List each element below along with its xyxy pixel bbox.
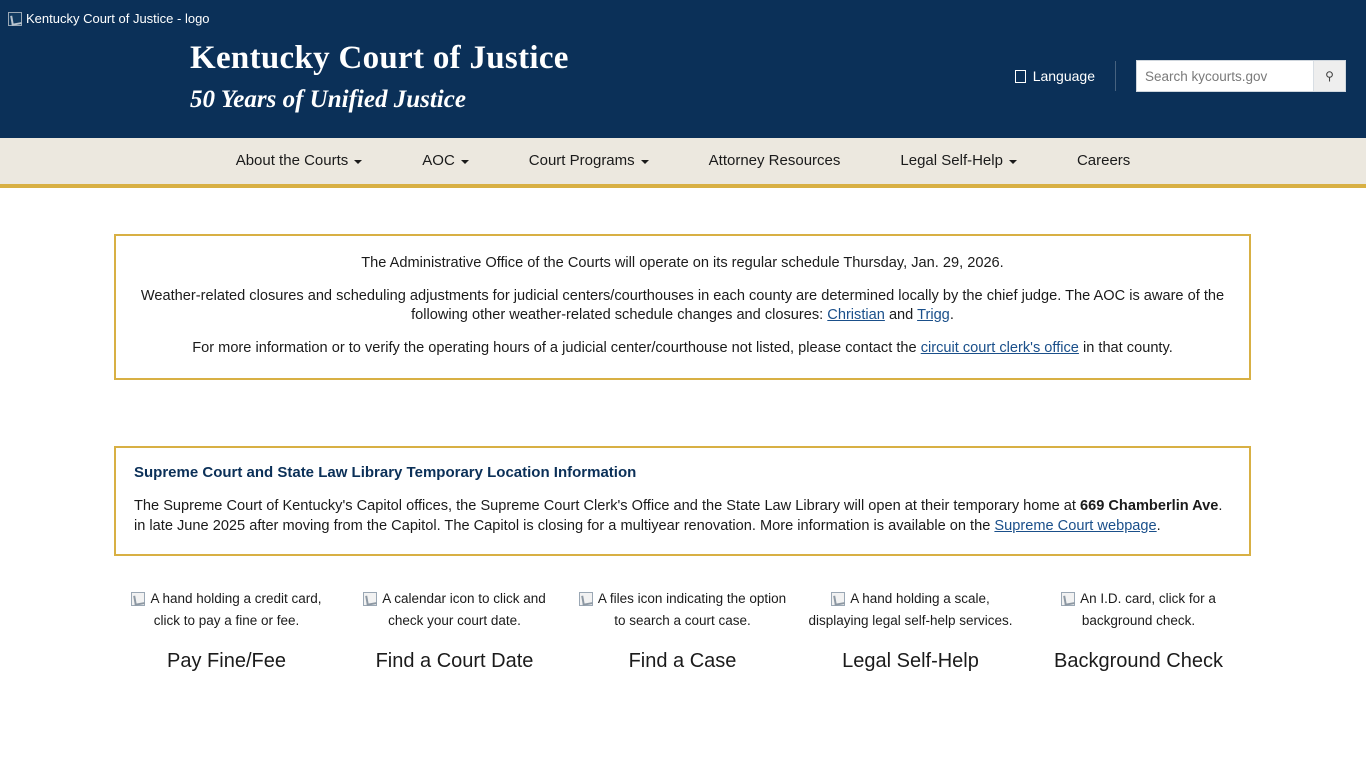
nav-label: Legal Self-Help bbox=[900, 152, 1003, 169]
supreme-court-location-banner bbox=[114, 446, 1251, 556]
credit-card-icon[interactable] bbox=[114, 588, 339, 632]
nav-item-aoc[interactable] bbox=[392, 138, 499, 184]
weather-alert-line-2-text-a: Weather-related closures and scheduling adjustments for judicial centers/courthouses in each county are determined locally by the chief judge. The AOC is aware of the following other weather-related schedule changes and closures: bbox=[140, 288, 1225, 323]
supreme-court-banner-heading: Supreme Court and State Law Library Temporary Location Information bbox=[134, 464, 637, 481]
link-christian-county[interactable]: Christian bbox=[827, 307, 885, 323]
link-circuit-court-clerks-office[interactable]: circuit court clerk's office bbox=[920, 340, 1079, 356]
nav-label: AOC bbox=[422, 152, 455, 169]
broken-image-icon bbox=[131, 592, 145, 606]
supreme-text-a: The Supreme Court of Kentucky's Capitol offices, the Supreme Court Clerk's Office and the State Law Library will open at their temporary home at bbox=[134, 498, 1080, 514]
site-logo[interactable] bbox=[8, 11, 210, 26]
globe-icon bbox=[1015, 70, 1026, 83]
site-logo-alt-text: Kentucky Court of Justice - logo bbox=[26, 11, 210, 26]
nav-item-legal-self-help[interactable] bbox=[870, 138, 1047, 184]
site-header bbox=[0, 0, 1366, 138]
quick-link-title[interactable]: Pay Fine/Fee bbox=[167, 650, 286, 672]
nav-item-court-programs[interactable] bbox=[499, 138, 679, 184]
search-input[interactable] bbox=[1137, 61, 1313, 91]
quick-link-title[interactable]: Find a Case bbox=[628, 650, 737, 672]
language-label: Language bbox=[1032, 68, 1095, 84]
nav-label: Attorney Resources bbox=[708, 152, 841, 169]
quick-link-find-a-case[interactable] bbox=[570, 588, 795, 673]
supreme-text-c: . bbox=[1156, 517, 1161, 534]
site-subtitle: 50 Years of Unified Justice bbox=[190, 86, 466, 113]
main-navigation bbox=[0, 138, 1366, 188]
chevron-down-icon bbox=[461, 160, 469, 164]
header-tools bbox=[1015, 60, 1346, 92]
broken-image-icon bbox=[579, 592, 593, 606]
broken-image-icon bbox=[8, 12, 22, 26]
weather-alert-line-2-text-b: and bbox=[884, 307, 918, 323]
link-supreme-court-webpage[interactable]: Supreme Court webpage bbox=[994, 517, 1157, 534]
quick-link-image-alt: A calendar icon to click and check your court date. bbox=[382, 591, 546, 628]
quick-link-title[interactable]: Background Check bbox=[1054, 650, 1223, 672]
weather-alert-line-2-text-c: . bbox=[949, 307, 954, 323]
quick-link-background-check[interactable] bbox=[1026, 588, 1251, 673]
nav-item-careers[interactable] bbox=[1047, 138, 1160, 184]
chevron-down-icon bbox=[354, 160, 362, 164]
weather-alert-line-1: The Administrative Office of the Courts will operate on its regular schedule Thursday, Jan. 29, 2026. bbox=[361, 255, 1004, 271]
language-button[interactable] bbox=[1015, 61, 1116, 91]
nav-label: About the Courts bbox=[235, 152, 349, 169]
quick-link-image-alt: An I.D. card, click for a background check. bbox=[1080, 591, 1216, 628]
files-icon[interactable] bbox=[570, 588, 795, 632]
quick-link-find-a-court-date[interactable] bbox=[342, 588, 567, 673]
broken-image-icon bbox=[831, 592, 845, 606]
link-trigg-county[interactable]: Trigg bbox=[917, 307, 950, 323]
site-title: Kentucky Court of Justice bbox=[190, 40, 569, 76]
search-box bbox=[1136, 60, 1346, 92]
quick-link-legal-self-help[interactable] bbox=[798, 588, 1023, 673]
supreme-text-b: . in late June 2025 after moving from the Capitol. The Capitol is closing for a multiyear renovation. More information is available on the bbox=[134, 498, 1223, 534]
weather-alert-line-2 bbox=[140, 287, 1225, 325]
quick-link-title[interactable]: Find a Court Date bbox=[375, 650, 534, 672]
quick-link-title[interactable]: Legal Self-Help bbox=[842, 650, 979, 672]
site-title-block bbox=[190, 38, 890, 116]
search-icon: ⚲ bbox=[1325, 69, 1334, 83]
quick-link-pay-fine-fee[interactable] bbox=[114, 588, 339, 673]
id-card-icon[interactable] bbox=[1026, 588, 1251, 632]
nav-item-about-the-courts[interactable] bbox=[206, 138, 393, 184]
quick-links-row bbox=[114, 588, 1251, 673]
nav-label: Court Programs bbox=[528, 152, 635, 169]
calendar-icon[interactable] bbox=[342, 588, 567, 632]
supreme-court-banner-text bbox=[134, 497, 1231, 536]
quick-link-image-alt: A hand holding a scale, displaying legal self-help services. bbox=[808, 591, 1013, 628]
scale-icon[interactable] bbox=[798, 588, 1023, 632]
broken-image-icon bbox=[363, 592, 377, 606]
weather-alert-line-3-text-a: For more information or to verify the operating hours of a judicial center/courthouse not listed, please contact the bbox=[192, 340, 921, 356]
nav-item-attorney-resources[interactable] bbox=[679, 138, 871, 184]
search-button[interactable] bbox=[1313, 61, 1345, 91]
quick-link-image-alt: A files icon indicating the option to search a court case. bbox=[597, 591, 787, 628]
weather-alert-banner bbox=[114, 234, 1251, 380]
weather-alert-line-3-text-b: in that county. bbox=[1078, 340, 1173, 356]
chevron-down-icon bbox=[641, 160, 649, 164]
chevron-down-icon bbox=[1009, 160, 1017, 164]
nav-label: Careers bbox=[1076, 152, 1131, 169]
broken-image-icon bbox=[1061, 592, 1075, 606]
weather-alert-line-3 bbox=[140, 339, 1225, 358]
quick-link-image-alt: A hand holding a credit card, click to pay a fine or fee. bbox=[150, 591, 322, 628]
supreme-address: 669 Chamberlin Ave bbox=[1079, 498, 1219, 514]
